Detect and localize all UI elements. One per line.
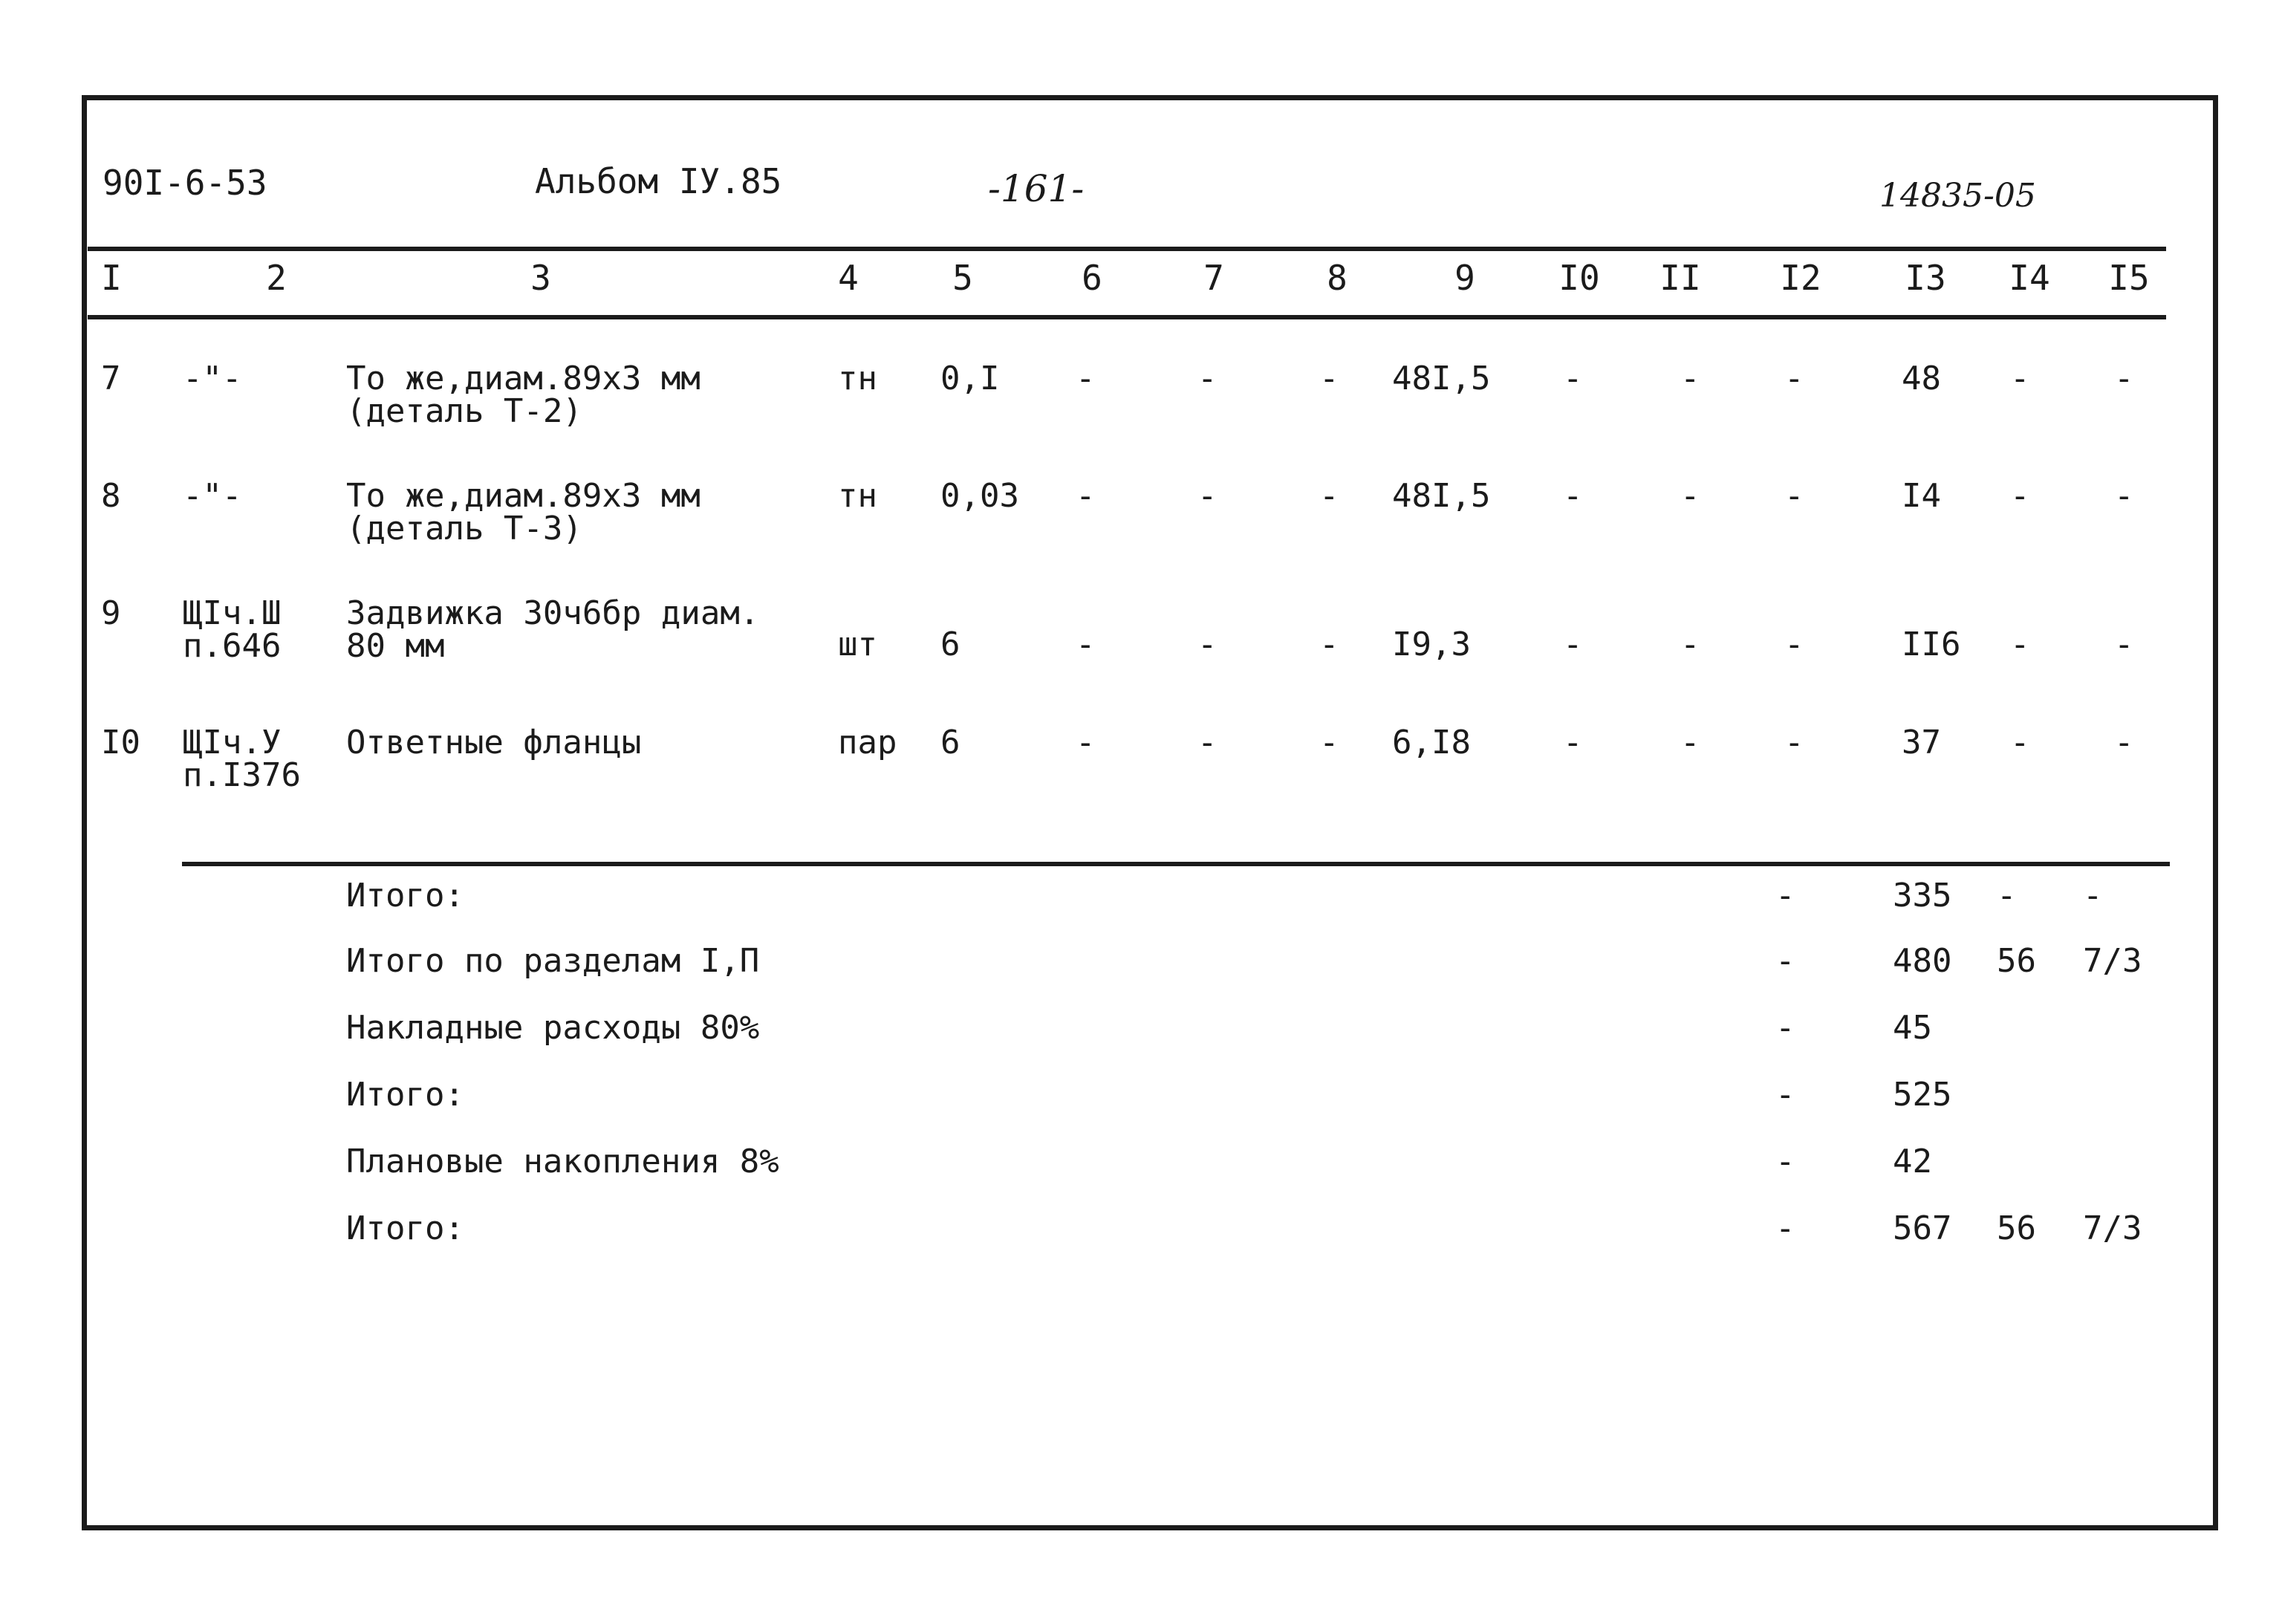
row-col-15: - xyxy=(2114,626,2134,663)
row-code: -"- xyxy=(183,477,242,515)
page-frame xyxy=(82,95,2218,1530)
row-quantity: 6 xyxy=(940,626,960,663)
total-label: Итого: xyxy=(346,877,464,915)
row-quantity: 6 xyxy=(940,724,960,761)
row-description-line2: 80 мм xyxy=(346,627,445,665)
row-number: I0 xyxy=(101,724,140,761)
row-description-line2: (деталь Т-3) xyxy=(346,510,582,548)
row-description: Задвижка 30ч6бр диам. xyxy=(346,594,760,632)
row-col-9: I9,3 xyxy=(1392,626,1471,663)
total-col-12: - xyxy=(1775,1209,1795,1247)
row-col-11: - xyxy=(1680,360,1700,397)
row-col-9: 48I,5 xyxy=(1392,360,1491,397)
row-code: ЩIч.У xyxy=(183,724,282,761)
totals-rule xyxy=(182,862,2170,866)
row-col-7: - xyxy=(1197,626,1218,663)
column-header-12: I2 xyxy=(1780,258,1821,298)
row-number: 8 xyxy=(101,477,121,515)
row-col-10: - xyxy=(1563,360,1583,397)
row-number: 7 xyxy=(101,360,121,397)
column-header-1: I xyxy=(101,258,122,298)
row-col-14: - xyxy=(2010,477,2030,515)
row-code: -"- xyxy=(183,360,242,397)
row-unit: тн xyxy=(838,477,877,515)
row-col-12: - xyxy=(1784,360,1804,397)
total-label: Накладные расходы 80% xyxy=(346,1009,760,1047)
row-unit: тн xyxy=(838,360,877,397)
row-col-7: - xyxy=(1197,724,1218,761)
total-col-12: - xyxy=(1775,1143,1795,1180)
row-col-15: - xyxy=(2114,477,2134,515)
column-header-4: 4 xyxy=(838,258,859,298)
row-col-6: - xyxy=(1076,360,1096,397)
header-rule-top xyxy=(88,247,2166,251)
column-header-11: II xyxy=(1660,258,1701,298)
row-col-9: 48I,5 xyxy=(1392,477,1491,515)
row-col-12: - xyxy=(1784,626,1804,663)
row-col-13: 48 xyxy=(1902,360,1941,397)
handwritten-code: 14835-05 xyxy=(1879,177,2036,215)
row-col-7: - xyxy=(1197,360,1218,397)
column-header-5: 5 xyxy=(952,258,973,298)
total-col-13: 42 xyxy=(1893,1143,1932,1180)
row-col-6: - xyxy=(1076,724,1096,761)
total-col-15: 7/3 xyxy=(2083,1209,2142,1247)
row-col-10: - xyxy=(1563,626,1583,663)
row-quantity: 0,I xyxy=(940,360,1000,397)
total-col-14: 56 xyxy=(1997,1209,2036,1247)
row-number: 9 xyxy=(101,594,121,632)
total-col-13: 335 xyxy=(1893,877,1952,915)
total-col-12: - xyxy=(1775,1076,1795,1114)
album-label: Альбом IУ.85 xyxy=(535,161,782,201)
total-col-12: - xyxy=(1775,1009,1795,1047)
column-header-15: I5 xyxy=(2108,258,2150,298)
row-description: То же,диам.89х3 мм xyxy=(346,360,700,397)
row-col-14: - xyxy=(2010,724,2030,761)
total-col-13: 525 xyxy=(1893,1076,1952,1114)
row-col-14: - xyxy=(2010,626,2030,663)
total-col-13: 480 xyxy=(1893,942,1952,980)
column-header-3: 3 xyxy=(530,258,551,298)
row-unit: шт xyxy=(838,626,877,663)
row-col-6: - xyxy=(1076,626,1096,663)
row-col-14: - xyxy=(2010,360,2030,397)
row-description: То же,диам.89х3 мм xyxy=(346,477,700,515)
total-label: Плановые накопления 8% xyxy=(346,1143,779,1180)
row-col-9: 6,I8 xyxy=(1392,724,1471,761)
row-col-11: - xyxy=(1680,724,1700,761)
row-col-7: - xyxy=(1197,477,1218,515)
total-col-13: 45 xyxy=(1893,1009,1932,1047)
total-col-14: 56 xyxy=(1997,942,2036,980)
row-col-8: - xyxy=(1319,477,1339,515)
column-header-10: I0 xyxy=(1558,258,1600,298)
total-col-12: - xyxy=(1775,877,1795,915)
row-code-line2: п.646 xyxy=(183,627,282,665)
row-col-12: - xyxy=(1784,477,1804,515)
page-number: -161- xyxy=(988,167,1085,210)
row-code-line2: п.I376 xyxy=(183,756,301,794)
row-col-15: - xyxy=(2114,724,2134,761)
column-header-2: 2 xyxy=(266,258,287,298)
row-col-8: - xyxy=(1319,626,1339,663)
document-code: 90I-6-53 xyxy=(103,163,267,203)
total-col-14: - xyxy=(1997,877,2017,915)
row-col-11: - xyxy=(1680,626,1700,663)
row-col-10: - xyxy=(1563,477,1583,515)
row-col-15: - xyxy=(2114,360,2134,397)
row-col-8: - xyxy=(1319,360,1339,397)
row-col-12: - xyxy=(1784,724,1804,761)
column-header-9: 9 xyxy=(1454,258,1475,298)
column-header-14: I4 xyxy=(2009,258,2050,298)
column-header-7: 7 xyxy=(1203,258,1224,298)
row-quantity: 0,03 xyxy=(940,477,1019,515)
row-description-line2: (деталь Т-2) xyxy=(346,392,582,430)
row-col-8: - xyxy=(1319,724,1339,761)
row-col-13: I4 xyxy=(1902,477,1941,515)
row-col-13: 37 xyxy=(1902,724,1941,761)
total-label: Итого: xyxy=(346,1076,464,1114)
row-unit: пар xyxy=(838,724,897,761)
row-col-11: - xyxy=(1680,477,1700,515)
column-header-6: 6 xyxy=(1082,258,1102,298)
row-col-6: - xyxy=(1076,477,1096,515)
total-col-13: 567 xyxy=(1893,1209,1952,1247)
total-label: Итого по разделам I,П xyxy=(346,942,760,980)
column-header-8: 8 xyxy=(1327,258,1348,298)
row-description: Ответные фланцы xyxy=(346,724,642,761)
header-rule-bottom xyxy=(88,315,2166,319)
total-label: Итого: xyxy=(346,1209,464,1247)
total-col-15: 7/3 xyxy=(2083,942,2142,980)
total-col-12: - xyxy=(1775,942,1795,980)
column-header-13: I3 xyxy=(1905,258,1946,298)
total-col-15: - xyxy=(2083,877,2103,915)
row-code: ЩIч.Ш xyxy=(183,594,282,632)
row-col-13: II6 xyxy=(1902,626,1961,663)
row-col-10: - xyxy=(1563,724,1583,761)
